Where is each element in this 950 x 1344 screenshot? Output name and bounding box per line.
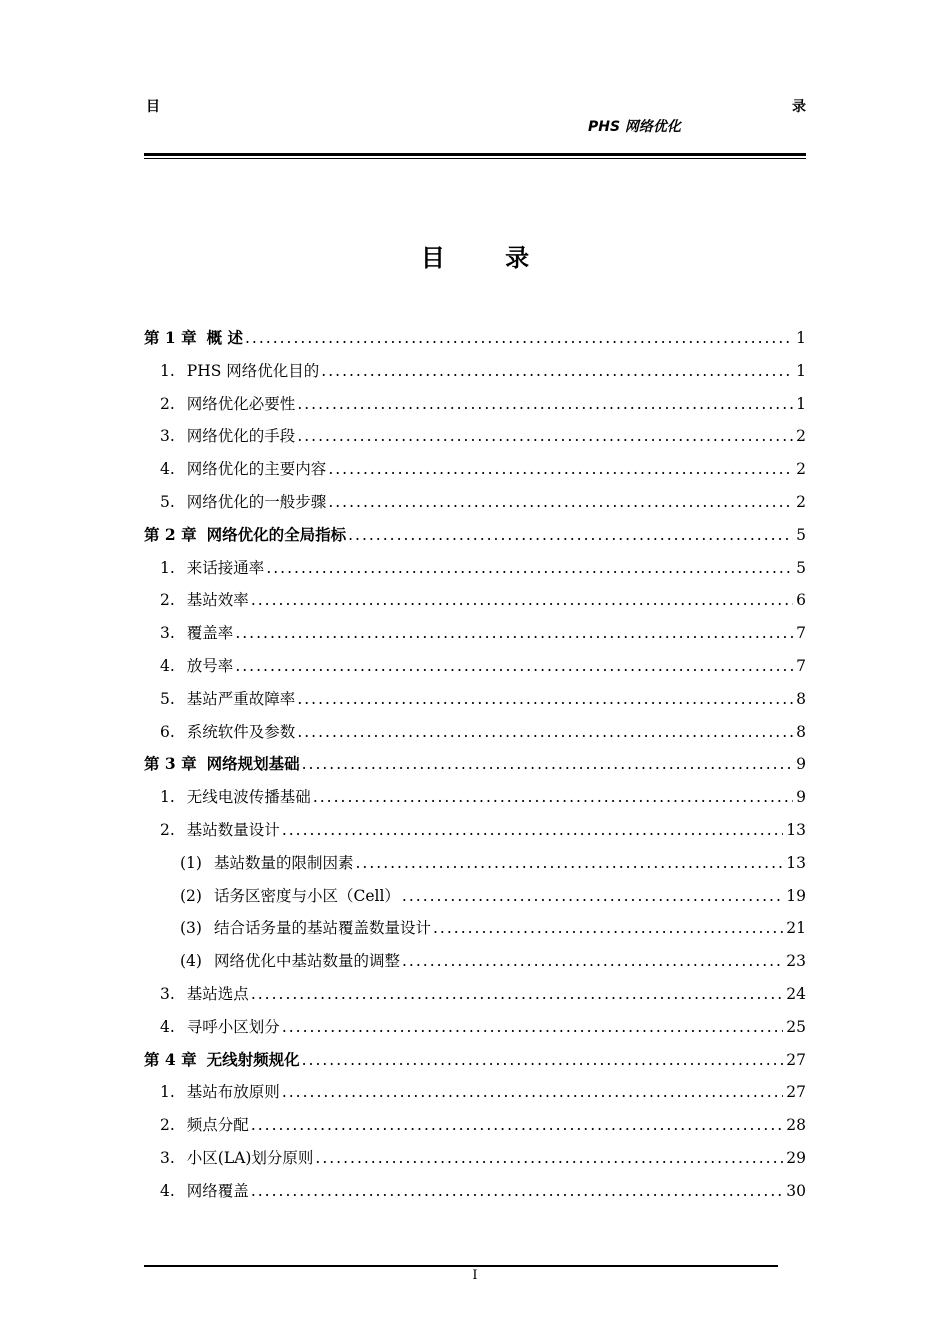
toc-entry-number: 1. xyxy=(160,558,175,577)
toc-entry-number: 4. xyxy=(160,1017,175,1036)
toc-section-entry[interactable] xyxy=(144,978,806,1011)
toc-entry-number: (4) xyxy=(180,952,202,971)
toc-entry-label: 基站布放原则 xyxy=(186,1083,280,1102)
toc-entry-number: 5. xyxy=(160,689,175,708)
toc-dot-leader xyxy=(251,978,783,1011)
toc-entry-number: (3) xyxy=(180,919,202,938)
toc-entry-number: (2) xyxy=(180,886,202,905)
toc-entry-page: 23 xyxy=(786,952,806,971)
toc-section-entry[interactable] xyxy=(144,880,806,913)
toc-section-entry[interactable] xyxy=(144,945,806,978)
toc-chapter-entry[interactable] xyxy=(144,519,806,552)
footer-rule xyxy=(144,1265,778,1267)
toc-section-entry[interactable] xyxy=(144,781,806,814)
toc-section-entry[interactable] xyxy=(144,617,806,650)
toc-chapter-entry[interactable] xyxy=(144,748,806,781)
toc-dot-leader xyxy=(235,617,793,650)
toc-section-entry[interactable] xyxy=(144,552,806,585)
toc-entry-page: 1 xyxy=(796,394,806,413)
toc-entry-page: 27 xyxy=(786,1083,806,1102)
toc-entry-page: 2 xyxy=(796,460,806,479)
toc-chapter-entry[interactable] xyxy=(144,322,806,355)
toc-entry-label: 基站选点 xyxy=(186,984,249,1003)
toc-entry-number: 3. xyxy=(160,984,175,1003)
toc-dot-leader xyxy=(282,814,783,847)
toc-entry-label: 结合话务量的基站覆盖数量设计 xyxy=(213,919,431,938)
toc-entry-label: PHS 网络优化目的 xyxy=(186,361,320,380)
toc-entry-page: 2 xyxy=(796,427,806,446)
toc-entry-label: 来话接通率 xyxy=(186,558,265,577)
toc-entry-label: 网络优化的手段 xyxy=(186,427,296,446)
toc-entry-page: 27 xyxy=(786,1050,806,1069)
toc-entry-label: 无线射频规化 xyxy=(206,1049,300,1069)
toc-section-entry[interactable] xyxy=(144,716,806,749)
toc-entry-page: 1 xyxy=(796,361,806,380)
table-of-contents xyxy=(144,322,806,1208)
toc-dot-leader xyxy=(328,453,793,486)
header-rule-thick xyxy=(144,153,806,156)
toc-section-entry[interactable] xyxy=(144,1142,806,1175)
toc-dot-leader xyxy=(297,388,793,421)
toc-section-entry[interactable] xyxy=(144,814,806,847)
toc-dot-leader xyxy=(328,486,793,519)
toc-dot-leader xyxy=(402,945,783,978)
toc-entry-page: 9 xyxy=(796,788,806,807)
toc-entry-page: 19 xyxy=(786,886,806,905)
toc-entry-number: 3. xyxy=(160,1148,175,1167)
toc-entry-label: 网络优化必要性 xyxy=(186,394,296,413)
toc-entry-page: 28 xyxy=(786,1116,806,1135)
toc-section-entry[interactable] xyxy=(144,912,806,945)
toc-entry-page: 5 xyxy=(796,558,806,577)
toc-entry-page: 8 xyxy=(796,722,806,741)
toc-entry-label: 频点分配 xyxy=(186,1116,249,1135)
toc-section-entry[interactable] xyxy=(144,355,806,388)
toc-entry-label: 网络优化的一般步骤 xyxy=(186,492,327,511)
toc-entry-label: 网络优化中基站数量的调整 xyxy=(213,952,400,971)
toc-entry-label: 覆盖率 xyxy=(186,624,234,643)
toc-entry-number: 第 1 章 xyxy=(144,328,197,347)
toc-dot-leader xyxy=(297,683,793,716)
footer-page-number: I xyxy=(472,1268,478,1283)
toc-section-entry[interactable] xyxy=(144,1109,806,1142)
toc-entry-label: 网络优化的主要内容 xyxy=(186,460,327,479)
toc-section-entry[interactable] xyxy=(144,584,806,617)
toc-section-entry[interactable] xyxy=(144,486,806,519)
toc-entry-label: 网络优化的全局指标 xyxy=(206,524,347,544)
toc-dot-leader xyxy=(348,519,793,552)
header-right-char: 录 xyxy=(792,99,806,115)
toc-entry-label: 基站数量的限制因素 xyxy=(213,853,354,872)
toc-entry-page: 7 xyxy=(796,624,806,643)
toc-dot-leader xyxy=(315,1142,783,1175)
toc-entry-label: 放号率 xyxy=(186,656,234,675)
toc-dot-leader xyxy=(251,1175,783,1208)
toc-section-entry[interactable] xyxy=(144,683,806,716)
header-rule-thin xyxy=(144,158,806,159)
toc-entry-number: 3. xyxy=(160,624,175,643)
header-subtitle: PHS 网络优化 xyxy=(588,119,681,135)
toc-entry-number: 第 3 章 xyxy=(144,754,197,774)
toc-dot-leader xyxy=(282,1076,783,1109)
toc-section-entry[interactable] xyxy=(144,420,806,453)
toc-entry-label: 寻呼小区划分 xyxy=(186,1017,280,1036)
toc-dot-leader xyxy=(297,716,793,749)
toc-entry-number: 4. xyxy=(160,1181,175,1200)
toc-entry-page: 1 xyxy=(796,329,806,347)
toc-entry-label: 无线电波传播基础 xyxy=(186,788,311,807)
toc-entry-number: 2. xyxy=(160,820,175,839)
toc-section-entry[interactable] xyxy=(144,1076,806,1109)
toc-entry-page: 13 xyxy=(786,820,806,839)
toc-dot-leader xyxy=(251,1109,783,1142)
toc-dot-leader xyxy=(235,650,793,683)
toc-dot-leader xyxy=(402,880,783,913)
toc-entry-number: 4. xyxy=(160,656,175,675)
toc-entry-page: 6 xyxy=(796,591,806,610)
toc-dot-leader xyxy=(245,322,793,355)
toc-dot-leader xyxy=(321,355,793,388)
toc-entry-number: 3. xyxy=(160,427,175,446)
toc-entry-label: 网络规划基础 xyxy=(206,754,300,774)
toc-entry-page: 25 xyxy=(786,1017,806,1036)
toc-entry-label: 小区(LA)划分原则 xyxy=(186,1148,314,1167)
toc-entry-number: 1. xyxy=(160,1083,175,1102)
toc-entry-number: 2. xyxy=(160,1116,175,1135)
toc-entry-page: 30 xyxy=(786,1181,806,1200)
toc-dot-leader xyxy=(251,584,793,617)
toc-entry-label: 概 述 xyxy=(206,328,243,347)
header-left-char: 目 xyxy=(146,99,160,115)
toc-entry-page: 2 xyxy=(796,492,806,511)
toc-entry-page: 13 xyxy=(786,853,806,872)
toc-section-entry[interactable] xyxy=(144,1175,806,1208)
toc-section-entry[interactable] xyxy=(144,650,806,683)
toc-section-entry[interactable] xyxy=(144,388,806,421)
toc-entry-number: 第 2 章 xyxy=(144,524,197,544)
toc-entry-number: 2. xyxy=(160,394,175,413)
toc-entry-page: 21 xyxy=(786,919,806,938)
toc-dot-leader xyxy=(302,748,794,781)
toc-section-entry[interactable] xyxy=(144,453,806,486)
toc-entry-page: 7 xyxy=(796,656,806,675)
page-title: 目 录 xyxy=(420,243,556,272)
toc-entry-page: 5 xyxy=(796,525,806,544)
toc-entry-page: 24 xyxy=(786,984,806,1003)
toc-entry-number: 6. xyxy=(160,722,175,741)
toc-entry-number: 1. xyxy=(160,361,175,380)
toc-entry-label: 基站严重故障率 xyxy=(186,689,296,708)
toc-entry-label: 网络覆盖 xyxy=(186,1181,249,1200)
toc-chapter-entry[interactable] xyxy=(144,1044,806,1077)
toc-dot-leader xyxy=(313,781,793,814)
toc-dot-leader xyxy=(266,552,793,585)
toc-entry-number: (1) xyxy=(180,853,202,872)
toc-entry-label: 系统软件及参数 xyxy=(186,722,296,741)
toc-entry-number: 5. xyxy=(160,492,175,511)
toc-dot-leader xyxy=(297,420,793,453)
toc-entry-number: 1. xyxy=(160,788,175,807)
toc-entry-page: 8 xyxy=(796,689,806,708)
toc-entry-number: 第 4 章 xyxy=(144,1049,197,1069)
toc-entry-label: 基站效率 xyxy=(186,591,249,610)
toc-entry-number: 2. xyxy=(160,591,175,610)
toc-entry-page: 9 xyxy=(796,755,806,774)
toc-dot-leader xyxy=(282,1011,783,1044)
toc-entry-page: 29 xyxy=(786,1148,806,1167)
toc-section-entry[interactable] xyxy=(144,847,806,880)
toc-dot-leader xyxy=(433,912,783,945)
toc-dot-leader xyxy=(302,1044,784,1077)
toc-dot-leader xyxy=(355,847,783,880)
toc-entry-number: 4. xyxy=(160,460,175,479)
toc-section-entry[interactable] xyxy=(144,1011,806,1044)
toc-entry-label: 话务区密度与小区（Cell） xyxy=(213,886,400,905)
toc-entry-label: 基站数量设计 xyxy=(186,820,280,839)
